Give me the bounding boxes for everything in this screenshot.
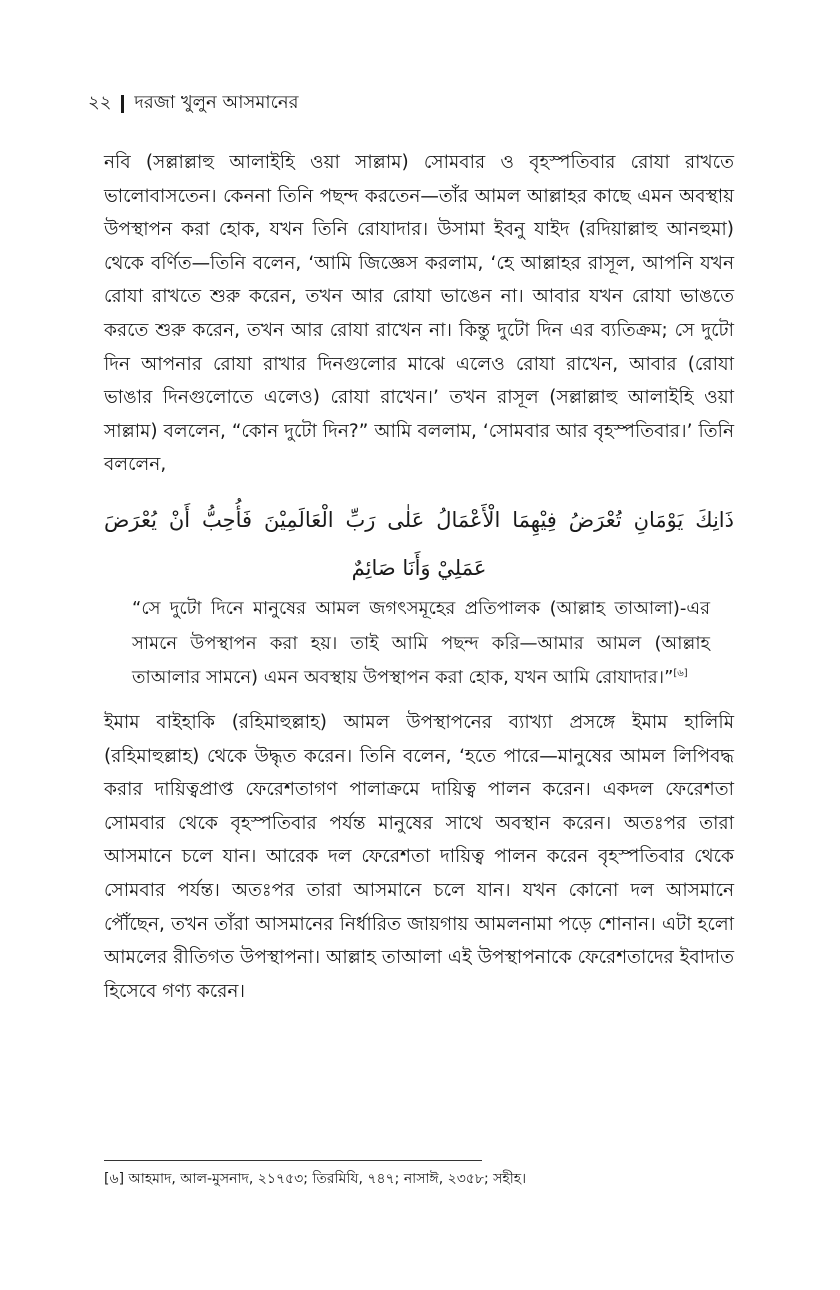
footnote-divider	[104, 1160, 482, 1161]
page-number: ২২	[88, 92, 112, 113]
hadith-translation	[132, 592, 710, 696]
arabic-hadith-quote: ذَانِكَ يَوْمَانِ تُعْرَضُ فِيْهِمَا الْأَعْمَالُ عَلٰى رَبِّ الْعَالَمِيْنَ فَأُحِبُّ أَنْ يُعْرَضَ عَمَلِيْ وَأَنَا صَائِمٌ	[104, 508, 734, 580]
header-separator	[121, 95, 124, 113]
footnote-reference[interactable]: [৬]	[673, 668, 688, 679]
footnote-text: আহমাদ, আল-মুসনাদ, ২১৭৫৩; তিরমিযি, ৭৪৭; নাসাঈ, ২৩৫৮; সহীহ।	[128, 1171, 527, 1187]
book-title: দরজা খুলুন আসমানের	[134, 92, 299, 113]
footnote	[104, 1168, 526, 1190]
paragraph-1: নবি (সল্লাল্লাহু আলাইহি ওয়া সাল্লাম) সোমবার ও বৃহস্পতিবার রোযা রাখতে ভালোবাসতেন। কেননা তিনি পছন্দ করতেন—তাঁর আমল আল্লাহর কাছে এমন অবস্থায় উপস্থাপন করা হোক, যখন তিনি রোযাদার। উসামা ইবনু যাইদ (রদিয়াল্লাহু আনহুমা) থেকে বর্ণিত—তিনি বলেন, ‘আমি জিজ্ঞেস করলাম, ‘হে আল্লাহর রাসূল, আপনি যখন রোযা রাখতে শুরু করেন, তখন আর রোযা ভাঙেন না। আবার যখন রোযা ভাঙতে করতে শুরু করেন, তখন আর রোযা রাখেন না। কিন্তু দুটো দিন এর ব্যতিক্রম; সে দুটো দিন আপনার রোযা রাখার দিনগুলোর মাঝে এলেও রোযা রাখেন, আবার (রোযা ভাঙার দিনগুলোতে এলেও) রোযা রাখেন।’ তখন রাসূল (সল্লাল্লাহু আলাইহি ওয়া সাল্লাম) বললেন, “কোন দুটো দিন?” আমি বললাম, ‘সোমবার আর বৃহস্পতিবার।’ তিনি বললেন,	[104, 152, 734, 476]
paragraph-2: ইমাম বাইহাকি (রহিমাহুল্লাহ) আমল উপস্থাপনের ব্যাখ্যা প্রসঙ্গে ইমাম হালিমি (রহিমাহুল্লাহ) থেকে উদ্ধৃত করেন। তিনি বলেন, ‘হতে পারে—মানুষের আমল লিপিবদ্ধ করার দায়িত্বপ্রাপ্ত ফেরেশতাগণ পালাক্রমে দায়িত্ব পালন করেন। একদল ফেরেশতা সোমবার থেকে বৃহস্পতিবার পর্যন্ত মানুষের সাথে অবস্থান করেন। অতঃপর তারা আসমানে চলে যান। আরেক দল ফেরেশতা দায়িত্ব পালন করেন বৃহস্পতিবার থেকে সোমবার পর্যন্ত। অতঃপর তারা আসমানে চলে যান। যখন কোনো দল আসমানে পৌঁছেন, তখন তাঁরা আসমানের নির্ধারিত জায়গায় আমলনামা পড়ে শোনান। এটা হলো আমলের রীতিগত উপস্থাপনা। আল্লাহ তাআলা এই উপস্থাপনাকে ফেরেশতাদের ইবাদাত হিসেবে গণ্য করেন।	[104, 712, 734, 1002]
footnote-marker: [৬]	[104, 1171, 125, 1187]
translation-text: “সে দুটো দিনে মানুষের আমল জগৎসমূহের প্রতিপালক (আল্লাহ তাআলা)-এর সামনে উপস্থাপন করা হয়। তাই আমি পছন্দ করি—আমার আমল (আল্লাহ তাআলার সামনে) এমন অবস্থায় উপস্থাপন করা হোক, যখন আমি রোযাদার।”	[132, 598, 710, 688]
running-header	[88, 88, 299, 119]
